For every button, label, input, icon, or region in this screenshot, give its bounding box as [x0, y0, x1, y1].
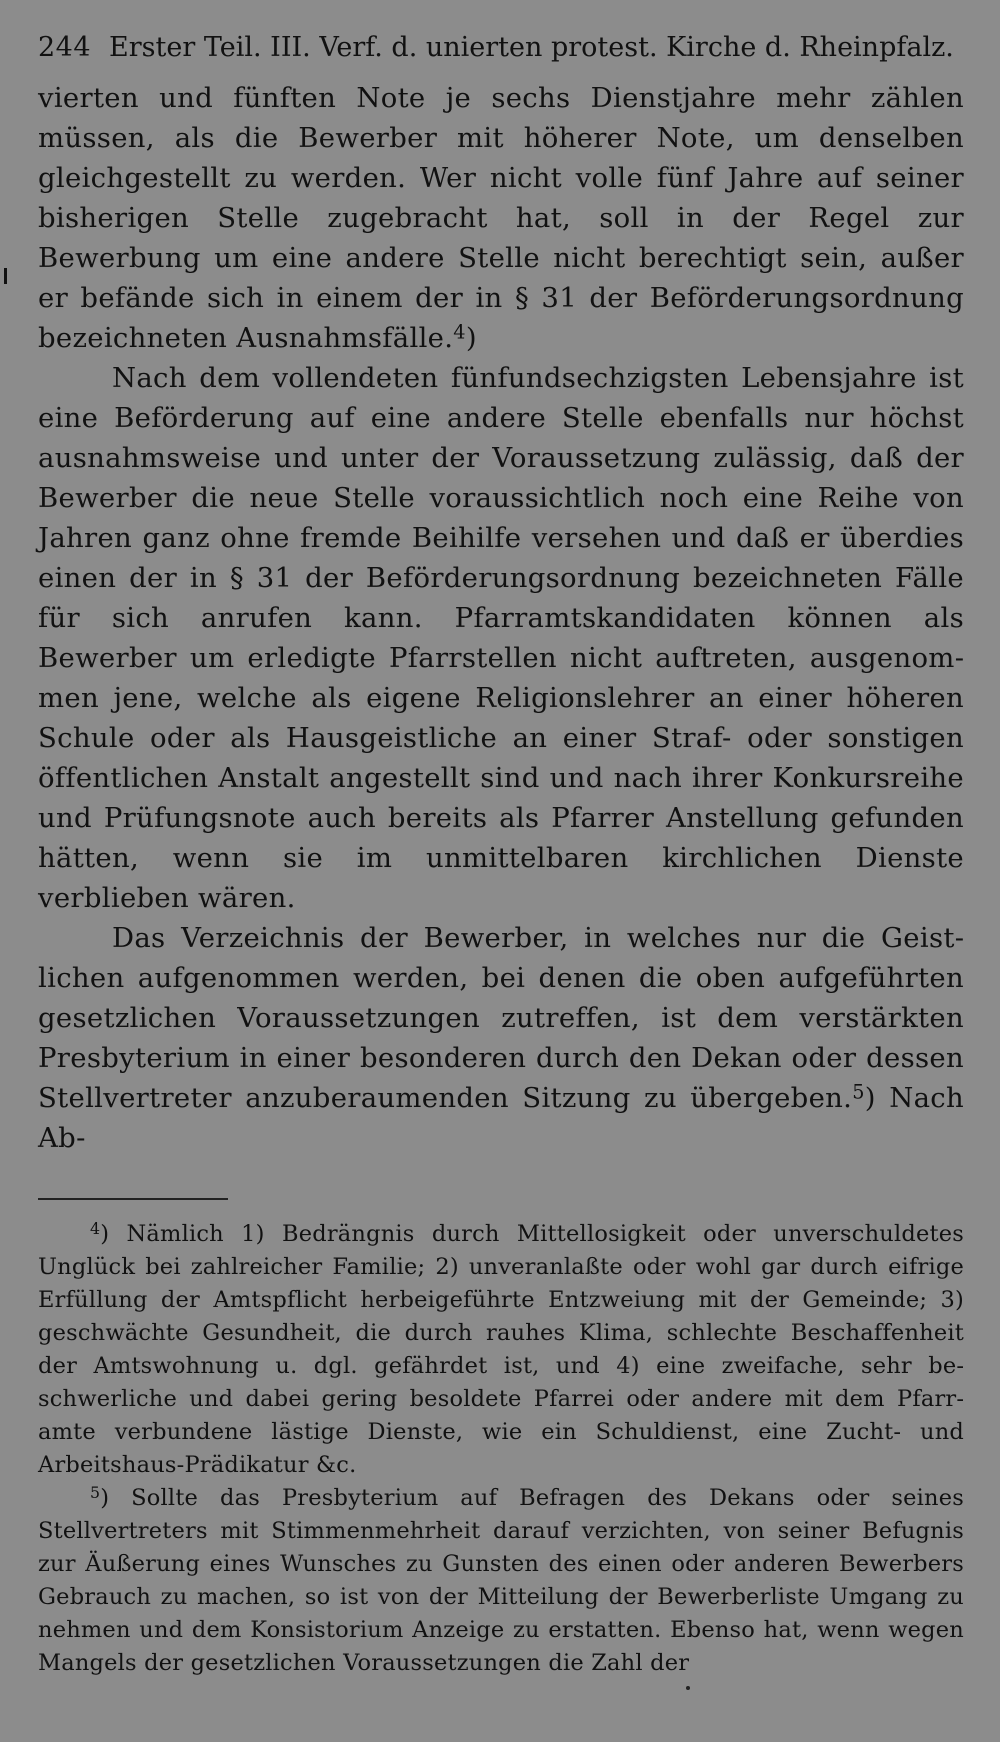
paragraph-1 — [38, 78, 964, 358]
footnote-ref-5-paren: ) — [864, 1082, 876, 1114]
paragraph-3-text: Das Verzeichnis der Bewerber, in welches nur die Geistlichen aufgenommen werden, bei denen die oben aufgeführten gesetzlichen Voraussetzungen zutreffen, ist dem verstärkten Presbyterium in einer besonderen durch den Dekan oder dessen Stellvertreter anzuberaumenden Sitzung zu übergeben. — [38, 922, 964, 1114]
footnote-ref-4-paren: ) — [465, 322, 477, 354]
footnote-4-mark: 4 — [90, 1218, 101, 1238]
footnote-ref-4: 4 — [453, 320, 466, 344]
footnote-4 — [38, 1218, 964, 1482]
main-text — [38, 78, 964, 1158]
book-page — [38, 28, 964, 1680]
footnotes — [38, 1218, 964, 1680]
footnote-5-mark: 5 — [90, 1482, 101, 1502]
footnote-4-text: ) Nämlich 1) Bedrängnis durch Mittellosigkeit oder unverschuldetes Unglück bei zahlreicher Familie; 2) unveranlaßte oder wohl gar durch eifrige Erfüllung der Amtspflicht herbeigeführte Entzweiung mit der Gemeinde; 3) geschwächte Gesundheit, die durch rauhes Klima, schlechte Beschaffenheit der Amtswohnung u. dgl. gefährdet ist, und 4) eine zweifache, sehr beschwerliche und dabei gering besoldete Pfarrei oder andere mit dem Pfarramte verbundene lästige Dienste, wie ein Schuldienst, eine Zucht- und Arbeitshaus-Prädikatur &c. — [38, 1221, 964, 1478]
footnote-5 — [38, 1482, 964, 1680]
print-speck — [686, 1686, 690, 1690]
running-head — [38, 28, 964, 72]
paragraph-2: Nach dem vollendeten fünfundsechzigsten Lebensjahre ist eine Beförderung auf eine andere Stelle ebenfalls nur höchst ausnahmsweise und unter der Voraussetzung zulässig, daß der Bewerber die neue Stelle voraussichtlich noch eine Reihe von Jahren ganz ohne fremde Beihilfe versehen und daß er überdies einen der in § 31 der Beförderungsordnung bezeichneten Fälle für sich anrufen kann. Pfarramtskandidaten können als Bewerber um erledigte Pfarrstellen nicht auftreten, ausgenommen jene, welche als eigene Religionslehrer an einer höheren Schule oder als Hausgeistliche an einer Straf- oder sonstigen öffentlichen Anstalt angestellt sind und nach ihrer Konkursreihe und Prüfungsnote auch bereits als Pfarrer Anstellung gefunden hätten, wenn sie im unmittelbaren kirchlichen Dienste verblieben wären. — [38, 362, 964, 914]
footnote-divider — [38, 1198, 228, 1200]
paragraph-3-tail: Nach Ab- — [38, 1082, 964, 1154]
footnote-5-text: ) Sollte das Presbyterium auf Befragen des Dekans oder seines Stellvertreters mit Stimmenmehrheit darauf verzichten, von seiner Befugnis zur Äußerung eines Wunsches zu Gunsten des einen oder anderen Bewerbers Gebrauch zu machen, so ist von der Mitteilung der Bewerberliste Umgang zu nehmen und dem Konsistorium Anzeige zu erstatten. Ebenso hat, wenn wegen Mangels der gesetzlichen Voraussetzungen die Zahl der — [38, 1485, 964, 1676]
page-number: 244 — [38, 32, 92, 63]
footnote-ref-5: 5 — [852, 1080, 865, 1104]
running-title: Erster Teil. III. Verf. d. unierten protest. Kirche d. Rheinpfalz. — [109, 32, 954, 63]
paragraph-3 — [38, 918, 964, 1158]
paragraph-1-text: vierten und fünften Note je sechs Dienstjahre mehr zählen müssen, als die Bewerber mit höherer Note, um denselben gleichgestellt zu werden. Wer nicht volle fünf Jahre auf seiner bisherigen Stelle zugebracht hat, soll in der Regel zur Bewerbung um eine andere Stelle nicht berechtigt sein, außer er befände sich in einem der in § 31 der Beförderungsordnung bezeichneten Ausnahmsfälle. — [38, 82, 964, 354]
margin-mark — [4, 268, 7, 284]
